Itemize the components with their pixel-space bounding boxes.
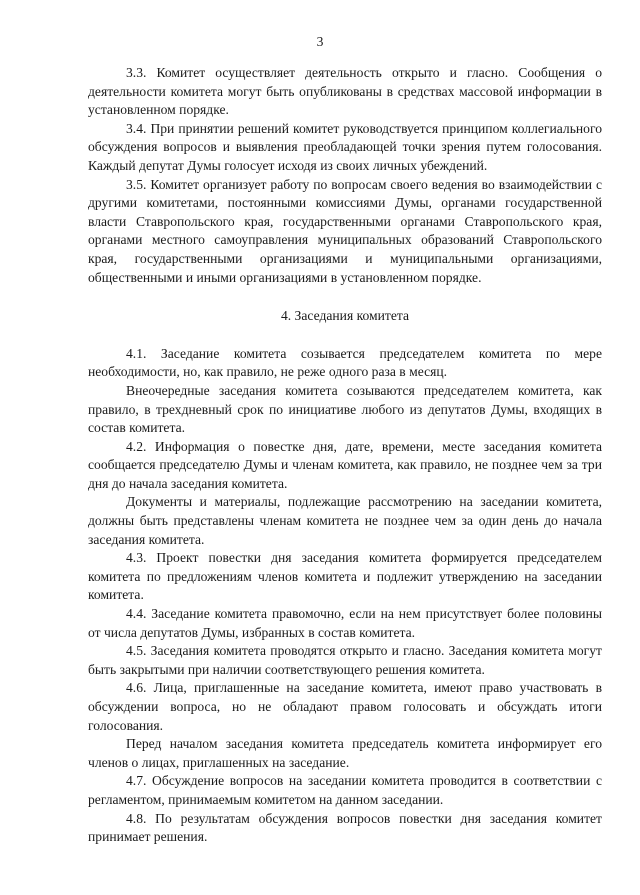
paragraph-4-2-documents: Документы и материалы, подлежащие рассмотрению на заседании комитета, должны быть представлены членам комитета не позднее чем за один день до начала заседания комитета.: [88, 494, 602, 547]
paragraph-4-8: 4.8. По результатам обсуждения вопросов повестки дня заседания комитет принимает решения.: [88, 810, 602, 845]
paragraph-4-5: 4.5. Заседания комитета проводятся открыто и гласно. Заседания комитета могут быть закрытыми при наличии соответствующего решения комитета.: [88, 643, 602, 677]
page-number: 3: [316, 34, 324, 49]
document-body: [88, 64, 602, 847]
paragraph-3-4: 3.4. При принятии решений комитет руководствуется принципом коллегиального обсуждения вопросов и выявления преобладающей точки зрения путем голосования. Каждый депутат Думы голосует исходя из своих личных убеждений.: [88, 120, 602, 173]
paragraph-4-6-invited: Перед началом заседания комитета председатель комитета информирует его членов о лицах, приглашенных на заседание.: [88, 736, 602, 770]
paragraph-3-5: 3.5. Комитет организует работу по вопросам своего ведения во взаимодействии с другими комитетами, постоянными комиссиями Думы, органами государственной власти Ставропольского края, государственными органами Ставропольского края, органами местного самоуправления муниципальных образований Ставропольского края, государственными организациями и муниципальными организациями, общественными и иными организациями в установленном порядке.: [88, 176, 602, 285]
paragraph-4-1: 4.1. Заседание комитета созывается председателем комитета по мере необходимости, но, как правило, не реже одного раза в месяц.: [88, 345, 602, 380]
section-heading: 4. Заседания комитета: [280, 308, 410, 324]
paragraph-4-7: 4.7. Обсуждение вопросов на заседании комитета проводится в соответствии с регламентом, принимаемым комитетом на данном заседании.: [88, 773, 602, 807]
paragraph-4-4: 4.4. Заседание комитета правомочно, если на нем присутствует более половины от числа депутатов Думы, избранных в состав комитета.: [88, 606, 602, 640]
paragraph-4-6: 4.6. Лица, приглашенные на заседание комитета, имеют право участвовать в обсуждении вопроса, но не обладают правом голосовать и обсуждать итоги голосования.: [88, 680, 602, 733]
paragraph-4-1-extraordinary: Внеочередные заседания комитета созываются председателем комитета, как правило, в трехдневный срок по инициативе любого из депутатов Думы, входящих в состав комитета.: [88, 382, 602, 436]
paragraph-4-2: 4.2. Информация о повестке дня, дате, времени, месте заседания комитета сообщается председателю Думы и членам комитета, как правило, не позднее чем за три дня до начала заседания комитета.: [88, 438, 602, 491]
paragraph-4-3: 4.3. Проект повестки дня заседания комитета формируется председателем комитета по предложениям членов комитета и подлежит утверждению на заседании комитета.: [88, 550, 602, 603]
paragraph-3-3: 3.3. Комитет осуществляет деятельность открыто и гласно. Сообщения о деятельности комитета могут быть опубликованы в средствах массовой информации в установленном порядке.: [88, 65, 602, 118]
